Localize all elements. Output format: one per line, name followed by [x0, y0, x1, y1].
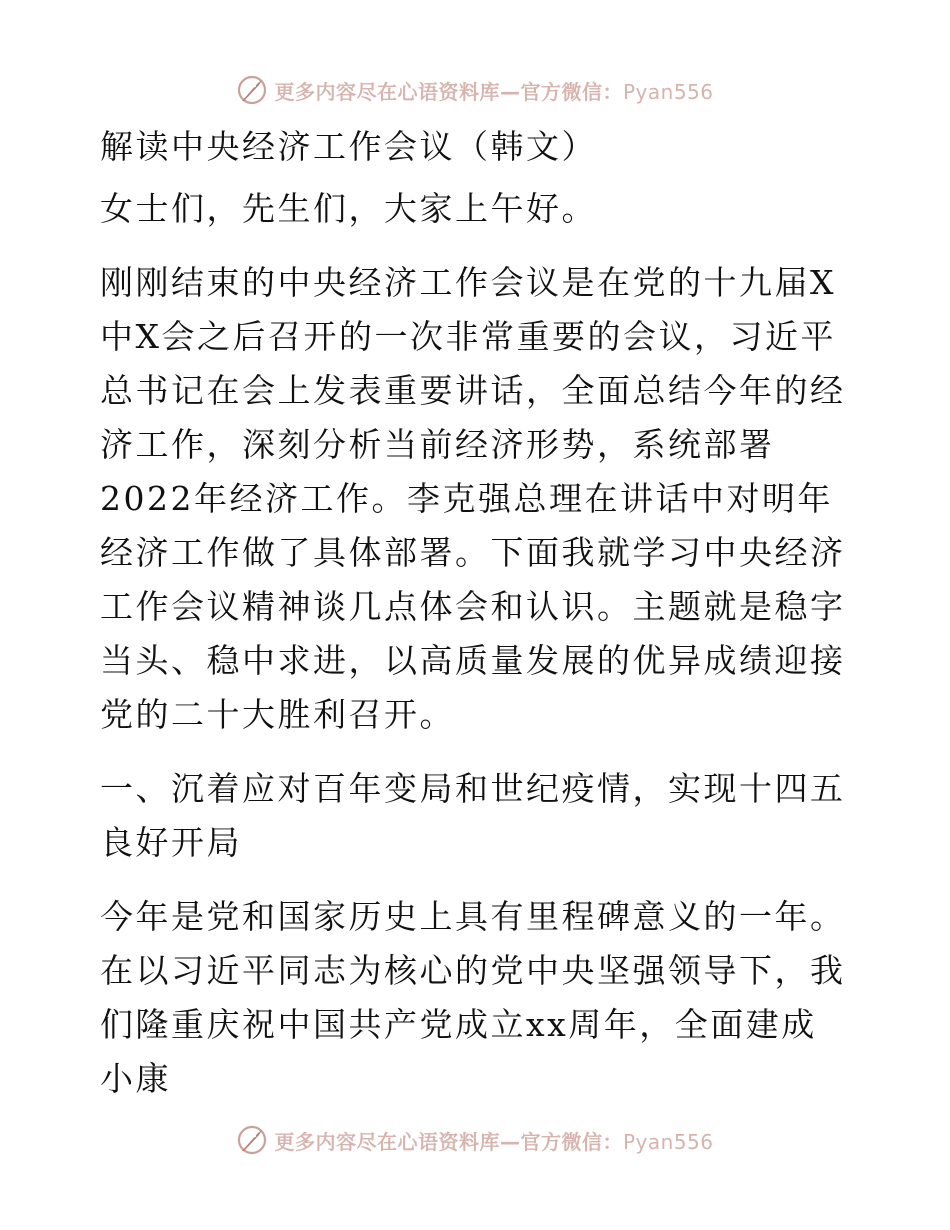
greeting-paragraph: 女士们，先生们，大家上午好。 [100, 189, 597, 228]
body-paragraph-1: 刚刚结束的中央经济工作会议是在党的十九届X中X会之后召开的一次非常重要的会议，习近平总书记在会上发表重要讲话，全面总结今年的经济工作，深刻分析当前经济形势，系统部署2022年经济工作。李克强总理在讲话中对明年经济工作做了具体部署。下面我就学习中央经济工作会议精神谈几点体会和认识。主题就是稳字当头、稳中求进，以高质量发展的优异成绩迎接党的二十大胜利召开。 [100, 263, 846, 734]
banner-text: 更多内容尽在心语资料库—官方微信：Pyan556 [274, 1129, 714, 1154]
body-paragraph-2: 今年是党和国家历史上具有里程碑意义的一年。在以习近平同志为核心的党中央坚强领导下，我们隆重庆祝中国共产党成立xx周年，全面建成小康 [100, 897, 846, 1098]
quill-pen-logo-icon [236, 1124, 268, 1156]
footer-watermark-banner [0, 1120, 950, 1160]
document-title: 解读中央经济工作会议（韩文） [100, 127, 597, 166]
header-watermark-banner [0, 70, 950, 110]
banner-text: 更多内容尽在心语资料库—官方微信：Pyan556 [274, 79, 714, 104]
section-heading-1: 一、沉着应对百年变局和世纪疫情，实现十四五良好开局 [100, 769, 846, 862]
document-body [100, 120, 850, 1126]
quill-pen-logo-icon [236, 74, 268, 106]
wechat-handle: Pyan556 [622, 1129, 714, 1154]
wechat-handle: Pyan556 [622, 79, 714, 104]
